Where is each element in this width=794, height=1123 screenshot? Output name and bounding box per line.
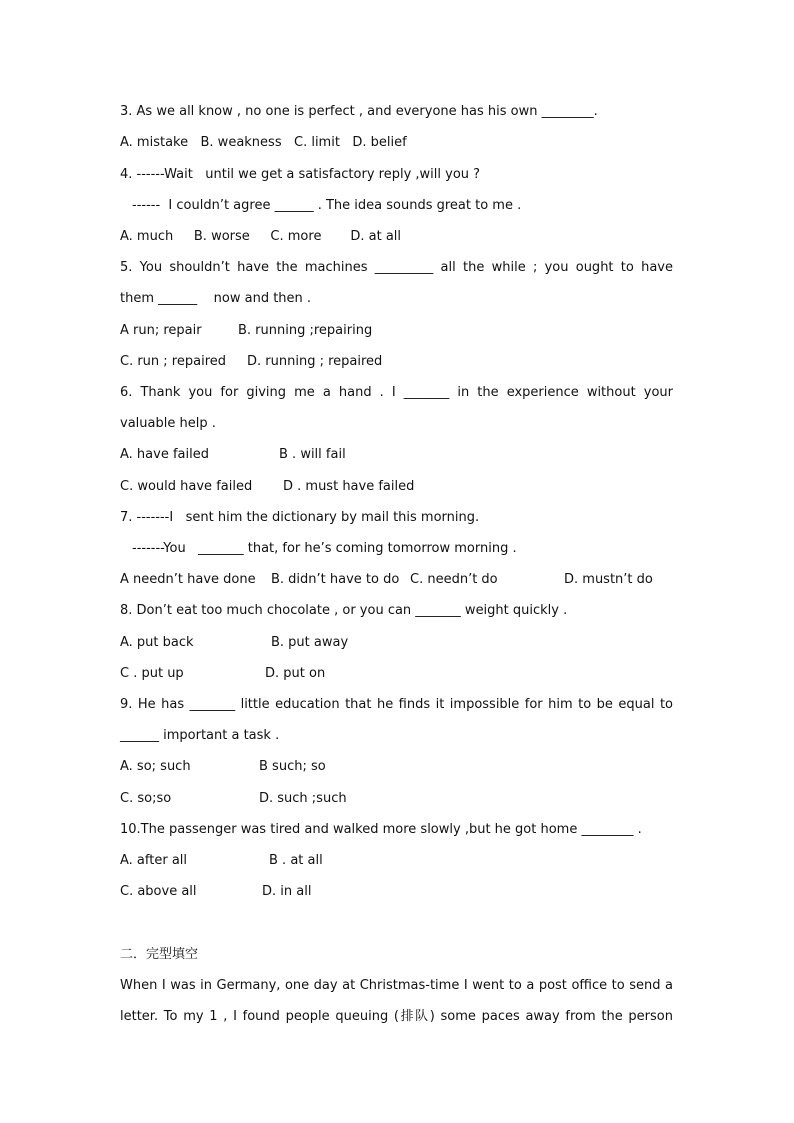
question-9-option-b: B such; so	[259, 759, 326, 774]
question-8-option-c: C . put up	[120, 666, 184, 681]
question-10-option-b: B . at all	[269, 853, 323, 868]
question-5-option-c: C. run ; repaired	[120, 354, 227, 369]
question-7: 7. -------I sent him the dictionary by mail this morning.	[120, 510, 480, 525]
question-5-line-2: them ______ now and then .	[120, 291, 312, 306]
cloze-paragraph-line-1: When I was in Germany, one day at Christmas-time I went to a post office to send a	[120, 978, 673, 993]
question-5-line-1: 5. You shouldn’t have the machines _________ all the while ; you ought to have	[120, 260, 673, 275]
question-6-line-1: 6. Thank you for giving me a hand . I _______ in the experience without your	[120, 385, 673, 400]
question-10: 10.The passenger was tired and walked more slowly ,but he got home ________ .	[120, 822, 642, 837]
question-4-options: A. much B. worse C. more D. at all	[120, 229, 402, 244]
question-5-option-d: D. running ; repaired	[247, 354, 383, 369]
question-10-option-d: D. in all	[262, 884, 312, 899]
question-9-option-c: C. so;so	[120, 791, 172, 806]
question-9-line-1: 9. He has _______ little education that he finds it impossible for him to be equal to	[120, 697, 673, 712]
question-5-option-b: B. running ;repairing	[238, 323, 373, 338]
question-6-option-a: A. have failed	[120, 447, 209, 462]
section-2-heading: 二．完型填空	[120, 947, 199, 962]
question-7-option-a: A needn’t have done	[120, 572, 256, 587]
question-7-reply: -------You _______ that, for he’s coming tomorrow morning .	[132, 541, 517, 556]
cloze-paragraph-line-2: letter. To my 1 , I found people queuing (排队) some paces away from the person	[120, 1009, 673, 1024]
question-4: 4. ------Wait until we get a satisfactory reply ,will you ?	[120, 167, 481, 182]
question-6-line-2: valuable help .	[120, 416, 216, 431]
question-10-option-c: C. above all	[120, 884, 197, 899]
question-3: 3. As we all know , no one is perfect , and everyone has his own ________.	[120, 104, 598, 119]
question-9-option-a: A. so; such	[120, 759, 191, 774]
question-6-option-c: C. would have failed	[120, 479, 253, 494]
question-6-option-b: B . will fail	[279, 447, 346, 462]
question-3-options: A. mistake B. weakness C. limit D. belief	[120, 135, 407, 150]
question-8: 8. Don’t eat too much chocolate , or you can _______ weight quickly .	[120, 603, 568, 618]
question-7-option-b: B. didn’t have to do	[271, 572, 400, 587]
question-9-option-d: D. such ;such	[259, 791, 347, 806]
question-6-option-d: D . must have failed	[283, 479, 415, 494]
question-8-option-a: A. put back	[120, 635, 194, 650]
question-8-option-b: B. put away	[271, 635, 349, 650]
question-9-line-2: ______ important a task .	[120, 728, 280, 743]
question-7-option-d: D. mustn’t do	[564, 572, 653, 587]
question-4-reply: ------ I couldn’t agree ______ . The idea sounds great to me .	[132, 198, 522, 213]
question-7-option-c: C. needn’t do	[410, 572, 498, 587]
question-8-option-d: D. put on	[265, 666, 326, 681]
question-5-option-a: A run; repair	[120, 323, 202, 338]
question-10-option-a: A. after all	[120, 853, 188, 868]
